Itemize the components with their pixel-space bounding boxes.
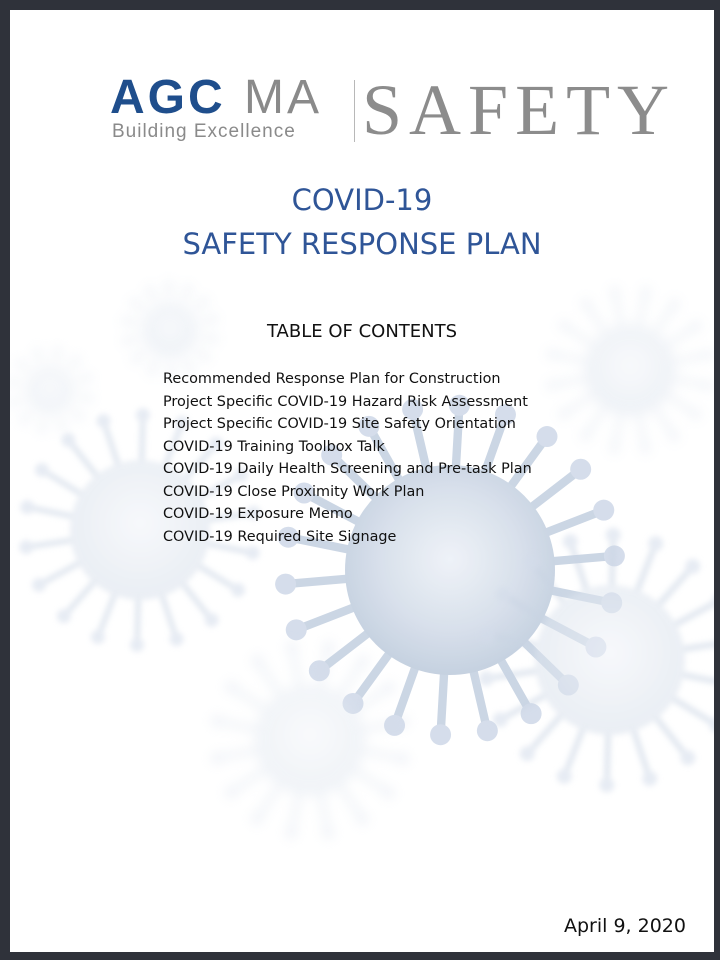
toc-item: COVID-19 Training Toolbox Talk [163, 438, 385, 455]
logo-tagline: Building Excellence [112, 121, 296, 142]
toc-item: Project Specific COVID-19 Site Safety Orientation [163, 416, 516, 432]
toc-item: COVID-19 Exposure Memo [163, 506, 353, 522]
document-date: April 9, 2020 [564, 915, 686, 937]
toc-heading: TABLE OF CONTENTS [266, 321, 458, 342]
toc-item: Recommended Response Plan for Construction [163, 371, 501, 387]
agcma-safety-logo [110, 70, 677, 154]
toc-item: Project Specific COVID-19 Hazard Risk Assessment [163, 393, 528, 410]
toc-item: COVID-19 Close Proximity Work Plan [163, 483, 425, 500]
logo-ma-text: MA [244, 71, 322, 124]
logo-divider [354, 80, 355, 142]
logo-safety-text: SAFETY [362, 70, 677, 150]
document-page [10, 10, 714, 952]
toc-list [163, 368, 532, 548]
title-line-1: COVID-19 [291, 183, 433, 217]
title-line-2: SAFETY RESPONSE PLAN [182, 227, 542, 261]
logo-agc-text: AGC [110, 71, 226, 124]
toc-item: COVID-19 Required Site Signage [163, 528, 397, 545]
document-title [10, 178, 714, 266]
toc-item: COVID-19 Daily Health Screening and Pre-task Plan [163, 461, 532, 477]
